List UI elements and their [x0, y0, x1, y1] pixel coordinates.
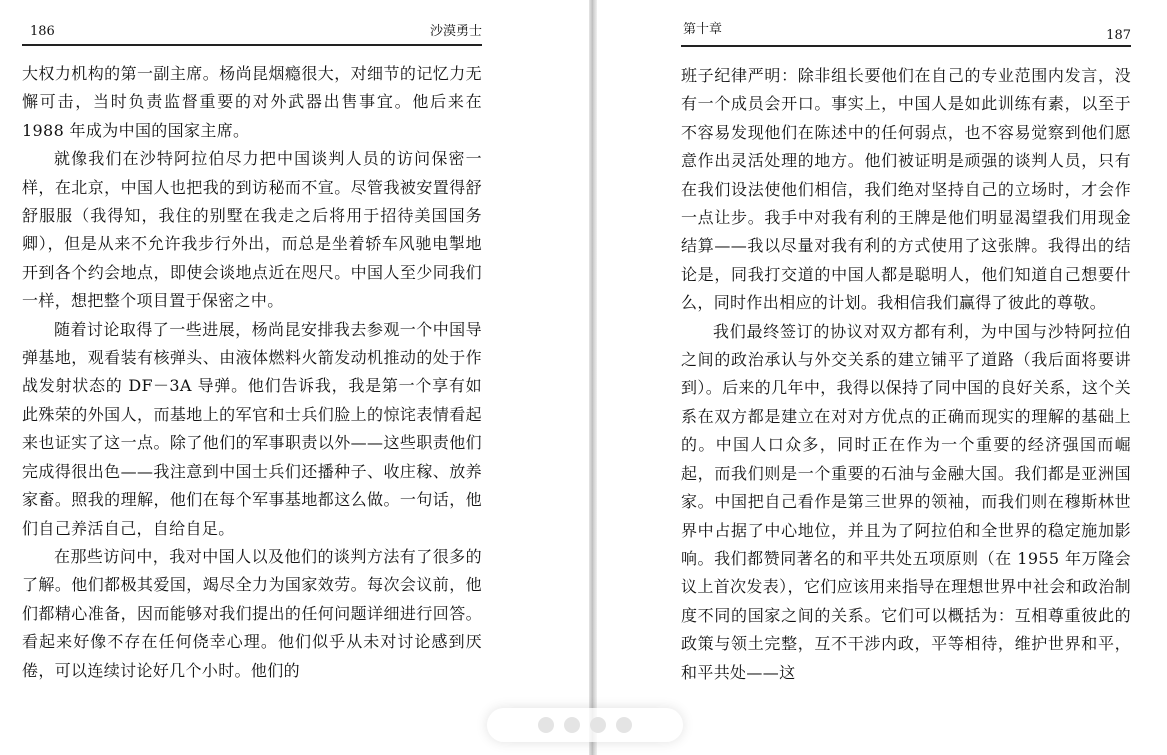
right-page-body — [681, 62, 1131, 687]
right-page-header — [681, 22, 1131, 42]
page-icon[interactable] — [590, 717, 606, 733]
left-page — [22, 0, 482, 755]
paragraph: 我们最终签订的协议对双方都有利，为中国与沙特阿拉伯之间的政治承认与外交关系的建立铺平了道路（我后面将要讲到）。后来的几年中，我得以保持了同中国的良好关系，这个关系在双方都是建立在对对方优点的正确而现实的理解的基础上的。中国人口众多，同时正在作为一个重要的经济强国而崛起，而我们则是一个重要的石油与金融大国。我们都是亚洲国家。中国把自己看作是第三世界的领袖，而我们则在穆斯林世界中占据了中心地位，并且为了阿拉伯和全世界的稳定施加影响。我们都赞同著名的和平共处五项原则（在 1955 年万隆会议上首次发表），它们应该用来指导在理想世界中社会和政治制度不同的国家之间的关系。它们可以概括为：互相尊重彼此的政策与领土完整，互不干涉内政，平等相待，维护世界和平，和平共处——这 — [681, 321, 1131, 682]
page-gutter — [589, 0, 597, 755]
left-page-header — [22, 22, 482, 42]
header-rule — [681, 45, 1131, 47]
paragraph: 大权力机构的第一副主席。杨尚昆烟瘾很大，对细节的记忆力无懈可击，当时负责监督重要的对外武器出售事宜。他后来在 1988 年成为中国的国家主席。 — [22, 64, 482, 140]
zoom-in-icon[interactable] — [616, 717, 632, 733]
paragraph: 随着讨论取得了一些进展，杨尚昆安排我去参观一个中国导弹基地，观看装有核弹头、由液体燃料火箭发动机推动的处于作战发射状态的 DF－3A 导弹。他们告诉我，我是第一个享有如此殊荣的外国人，而基地上的军官和士兵们脸上的惊诧表情看起来也证实了这一点。除了他们的军事职责以外——这些职责他们完成得很出色——我注意到中国士兵们还播种子、收庄稼、放养家畜。照我的理解，他们在每个军事基地都这么做。一句话，他们自己养活自己，自给自足。 — [22, 319, 482, 538]
running-head: 沙漠勇士 — [429, 24, 482, 39]
paragraph: 班子纪律严明：除非组长要他们在自己的专业范围内发言，没有一个成员会开口。事实上，中国人是如此训练有素，以至于不容易发现他们在陈述中的任何弱点，也不容易觉察到他们愿意作出灵活处理的地方。他们被证明是顽强的谈判人员，只有在我们设法使他们相信，我们绝对坚持自己的立场时，才会作一点让步。我手中对我有利的王牌是他们明显渴望我们用现金结算——我以尽量对我有利的方式使用了这张牌。我得出的结论是，同我打交道的中国人都是聪明人，他们知道自己想要什么，同时作出相应的计划。我相信我们赢得了彼此的尊敬。 — [681, 66, 1131, 313]
zoom-out-icon[interactable] — [538, 717, 554, 733]
fit-page-icon[interactable] — [564, 717, 580, 733]
header-rule — [22, 44, 482, 46]
paragraph: 在那些访问中，我对中国人以及他们的谈判方法有了很多的了解。他们都极其爱国，竭尽全力为国家效劳。每次会议前，他们都精心准备，因而能够对我们提出的任何问题详细进行回答。看起来好像不存在任何侥幸心理。他们似乎从未对讨论感到厌倦，可以连续讨论好几个小时。他们的 — [22, 546, 482, 680]
paragraph: 就像我们在沙特阿拉伯尽力把中国谈判人员的访问保密一样，在北京，中国人也把我的到访秘而不宣。尽管我被安置得舒舒服服（我得知，我住的别墅在我走之后将用于招待美国国务卿），但是从来不允许我步行外出，而总是坐着轿车风驰电掣地开到各个约会地点，即使会谈地点近在咫尺。中国人至少同我们一样，想把整个项目置于保密之中。 — [22, 149, 482, 311]
page-number: 186 — [30, 24, 55, 39]
running-head: 第十章 — [683, 22, 723, 37]
viewer-toolbar — [487, 708, 683, 742]
left-page-body — [22, 60, 482, 685]
right-page — [681, 0, 1131, 755]
page-number: 187 — [1106, 28, 1131, 43]
